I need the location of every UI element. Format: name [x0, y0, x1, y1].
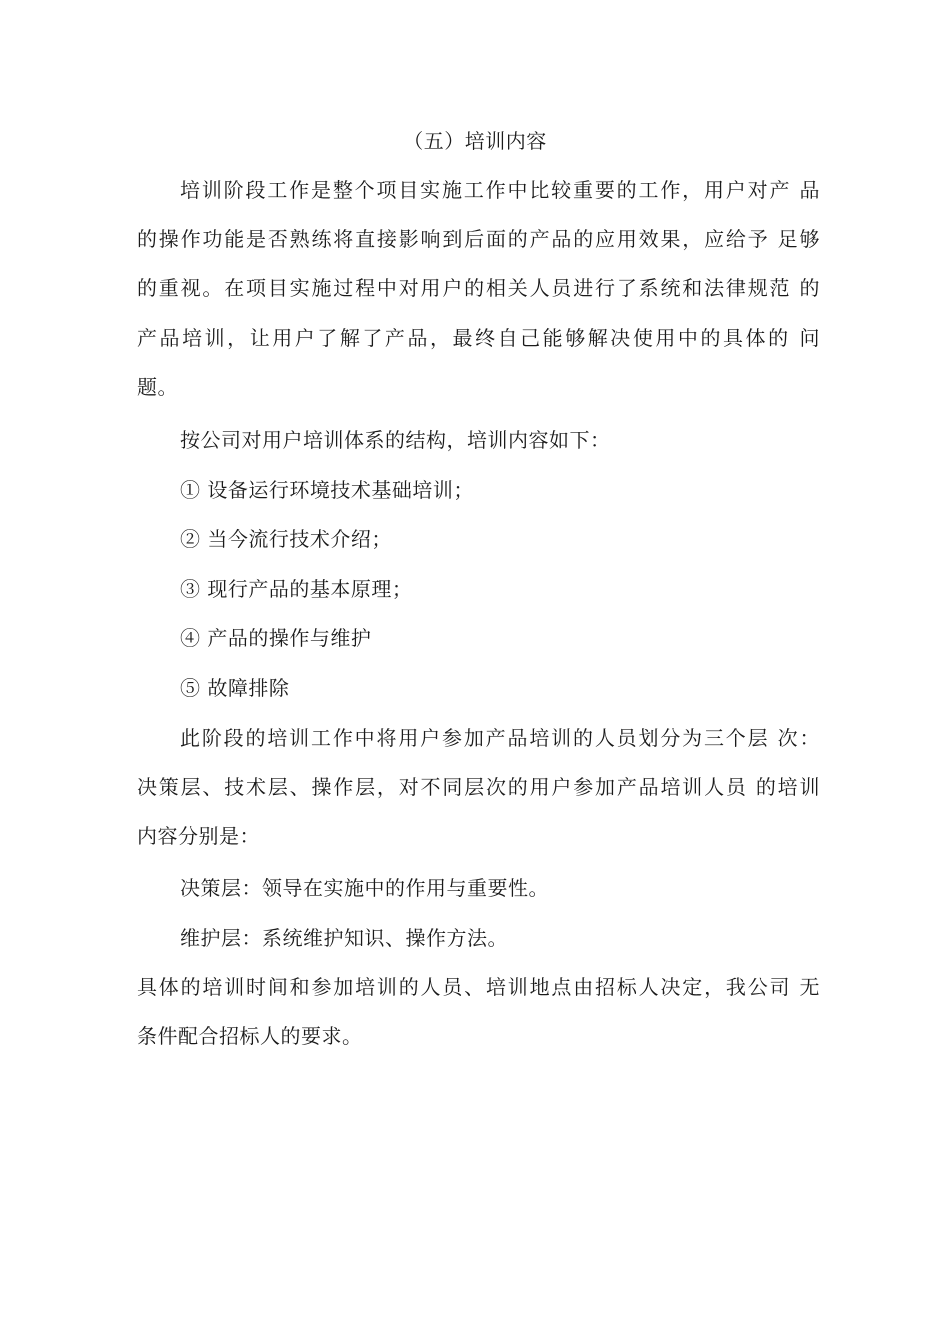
- paragraph-2-line-1: 此阶段的培训工作中将用户参加产品培训的人员划分为三个层 次：: [180, 726, 820, 750]
- paragraph-2-line-2: 决策层、技术层、操作层，对不同层次的用户参加产品培训人员 的培训: [137, 775, 820, 799]
- paragraph-1-line-1: 培训阶段工作是整个项目实施工作中比较重要的工作，用户对产 品: [180, 178, 820, 202]
- paragraph-2-line-3: 内容分别是：: [137, 824, 260, 848]
- section-heading: （五）培训内容: [403, 129, 547, 153]
- maintenance-layer-text: 维护层：系统维护知识、操作方法。: [180, 926, 508, 950]
- paragraph-1-line-2: 的操作功能是否熟练将直接影响到后面的产品的应用效果，应给予 足够: [137, 227, 820, 251]
- training-intro: 按公司对用户培训体系的结构，培训内容如下：: [180, 428, 611, 452]
- list-item: ③ 现行产品的基本原理；: [180, 577, 413, 601]
- decision-layer-text: 决策层：领导在实施中的作用与重要性。: [180, 876, 549, 900]
- list-item: ① 设备运行环境技术基础培训；: [180, 478, 474, 502]
- list-item: ④ 产品的操作与维护: [180, 626, 372, 650]
- paragraph-3-line-1: 具体的培训时间和参加培训的人员、培训地点由招标人决定，我公司 无: [137, 975, 820, 999]
- list-item: ② 当今流行技术介绍；: [180, 527, 392, 551]
- paragraph-1-line-4: 产品培训，让用户了解了产品，最终自己能够解决使用中的具体的 问: [137, 326, 820, 350]
- paragraph-1-line-3: 的重视。在项目实施过程中对用户的相关人员进行了系统和法律规范 的: [137, 276, 820, 300]
- list-item: ⑤ 故障排除: [180, 676, 290, 700]
- paragraph-3-line-2: 条件配合招标人的要求。: [137, 1024, 363, 1048]
- paragraph-1-line-5: 题。: [137, 375, 178, 399]
